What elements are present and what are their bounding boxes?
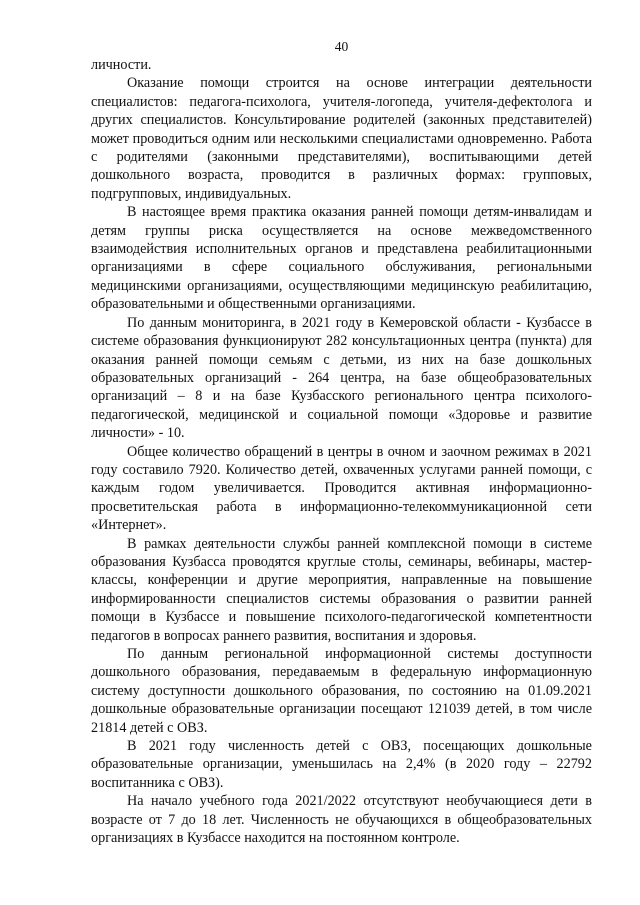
paragraph-preschool-attendance: По данным региональной информационной системы доступности дошкольного образования, передаваемым в федеральную информационную систему доступности дошкольного образования, по состоянию на 01.09.2021 дошкольные образовательные организации посещают 121039 детей, в том числе 21814 детей с ОВЗ. [91, 646, 592, 736]
document-body [91, 56, 592, 847]
page-number: 40 [334, 39, 349, 54]
paragraph-continuation: личности. [91, 57, 152, 73]
paragraph-monitoring-centers: По данным мониторинга, в 2021 году в Кемеровской области - Кузбассе в системе образования функционируют 282 консультационных центра (пункта) для оказания ранней помощи семьям с детьми, из них на базе дошкольных образовательных организаций - 264 центра, на базе общеобразовательных организаций – 8 и на базе Кузбасского регионального центра психолого-педагогической, медицинской и социальной помощи «Здоровье и развитие личности» - 10. [91, 314, 592, 442]
paragraph-appeals-count: Общее количество обращений в центры в очном и заочном режимах в 2021 году составило 7920. Количество детей, охваченных услугами ранней помощи, с каждым годом увеличивается. Проводится активная информационно-просветительская работа в информационно-телекоммуникационной сети «Интернет». [91, 443, 592, 534]
paragraph-assistance-integration: Оказание помощи строится на основе интеграции деятельности специалистов: педагога-психолога, учителя-логопеда, учителя-дефектолога и других специалистов. Консультирование родителей (законных представителей) может проводиться одним или несколькими специалистами одновременно. Работа с родителями (законными представителями), воспитывающими детей дошкольного возраста, проводится в различных формах: групповых, подгрупповых, индивидуальных. [91, 75, 592, 202]
paragraph-school-year-control: На начало учебного года 2021/2022 отсутствуют необучающиеся дети в возрасте от 7 до 18 лет. Численность не обучающихся в общеобразовательных организациях в Кузбассе находится на постоянном контроле. [91, 793, 592, 847]
paragraph-ovz-decrease: В 2021 году численность детей с ОВЗ, посещающих дошкольные образовательные организации, уменьшилась на 2,4% (в 2020 году – 22792 воспитанника с ОВЗ). [91, 738, 592, 791]
paragraph-events: В рамках деятельности службы ранней комплексной помощи в системе образования Кузбасса проводятся круглые столы, семинары, вебинары, мастер-классы, конференции и другие мероприятия, направленные на повышение информированности специалистов системы образования о развитии ранней помощи в Кузбассе и повышение психолого-педагогической компетентности педагогов в вопросах раннего развития, воспитания и здоровья. [91, 535, 592, 644]
paragraph-early-help-practice: В настоящее время практика оказания ранней помощи детям-инвалидам и детям группы риска осуществляется на основе межведомственного взаимодействия исполнительных органов и представлена реабилитационными организациями в сфере социального обслуживания, региональными медицинскими организациями, осуществляющими медицинскую реабилитацию, образовательными и общественными организациями. [91, 204, 592, 313]
